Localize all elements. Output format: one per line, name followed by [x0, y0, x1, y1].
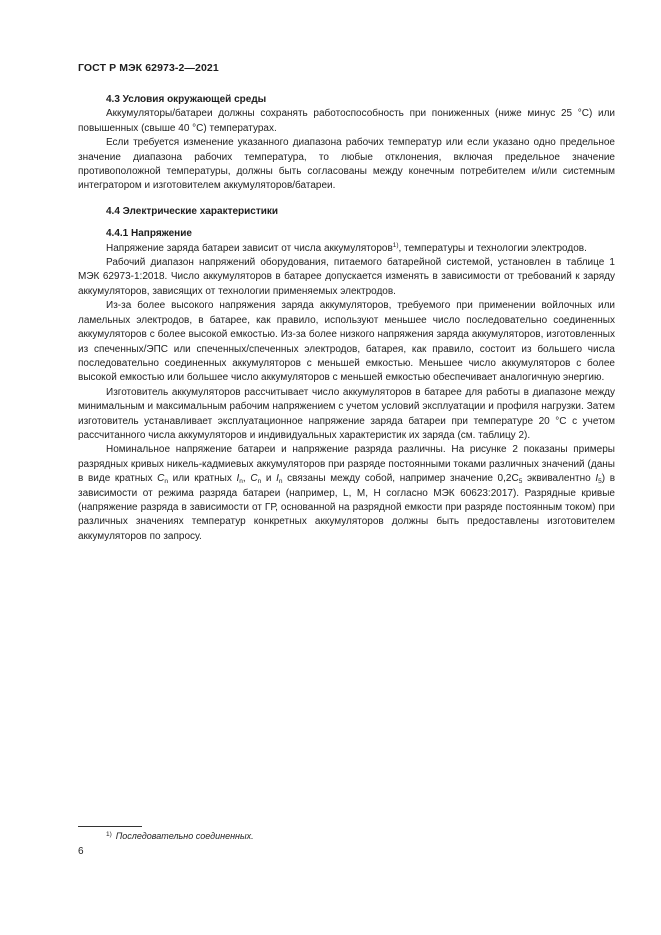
paragraph: Если требуется изменение указанного диапазона рабочих температур или если указано одно предельное значение диапазона рабочих температура, то любые отклонения, включая предельное значение противоположной температуры, должны быть согласованы между конечным потребителем и/или системным интегратором и изготовителем аккумуляторов/батареи. [78, 137, 615, 192]
text-run: или кратных [167, 473, 237, 485]
paragraph: Аккумуляторы/батареи должны сохранять работоспособность при пониженных (ниже минус 25 °C) или повышенных (свыше 40 °C) температурах. [78, 108, 615, 134]
section-heading-4-4: 4.4 Электрические характеристики [106, 205, 279, 217]
footnote-separator [78, 826, 142, 827]
symbol-i: I [236, 473, 240, 485]
footnote [106, 829, 254, 842]
paragraph [78, 443, 615, 544]
section-heading-4-4-1: 4.4.1 Напряжение [106, 228, 192, 240]
subscript: n [257, 478, 262, 486]
paragraph: Из-за более высокого напряжения заряда аккумуляторов, требуемого при применении войлочных или ламельных электродов, в батарее, как правило, используют меньшее число последовательно соединенных аккумуляторов с более высокой емкостью. Из-за более низкого напряжения заряда аккумуляторов, изготовленных из спеченных/ЭПС или спеченных/спеченных электродов, батарея, как правило, состоит из большего числа последовательно соединенных аккумуляторов с меньшей емкостью. Меньшее число аккумуляторов с более высокой емкостью или большее число аккумуляторов с меньшей емкостью обеспечивает аналогичную энергию. [78, 300, 615, 384]
text-run: Напряжение заряда батареи зависит от числа аккумуляторов [106, 242, 393, 254]
paragraph [78, 242, 615, 256]
symbol-c: C [250, 473, 258, 485]
text-run: эквивалентно [522, 473, 596, 485]
footnote-ref: 1) [392, 241, 399, 249]
subscript: n [278, 478, 283, 486]
subscript: 5 [518, 478, 523, 486]
main-content [78, 93, 615, 544]
text-run: связаны между собой, например значение 0,2C [282, 473, 519, 485]
text-run: , температуры и технологии электродов. [398, 242, 587, 254]
page-number: 6 [78, 846, 84, 857]
text-run: , [242, 473, 251, 485]
subscript: 5 [598, 478, 602, 486]
symbol-i: I [595, 473, 599, 485]
paragraph: Рабочий диапазон напряжений оборудования, питаемого батарейной системой, установлен в таблице 1 МЭК 62973-1:2018. Число аккумуляторов в батарее допускается изменять в зависимости от требований к заряду аккумуляторов, зависящих от технологии применяемых электродов. [78, 257, 615, 297]
section-heading-4-3: 4.3 Условия окружающей среды [106, 94, 267, 105]
symbol-c: C [157, 473, 165, 485]
subscript: n [164, 478, 168, 486]
text-run: ) в зависимости от режима разряда батареи (например, L, M, H согласно МЭК 60623:2017). Разрядные кривые (напряжение разряда в зависимости от ГР, основанной на разрядной емкости при разряде постоянным током) при различных значениях температур конкретных аккумуляторов должны быть предоставлены изготовителем аккумуляторов по запросу. [78, 473, 616, 542]
footnote-text: Последовательно соединенных. [115, 831, 254, 841]
subscript: n [239, 478, 243, 486]
footnote-number: 1) [106, 831, 112, 838]
paragraph: Изготовитель аккумуляторов рассчитывает число аккумуляторов в батарее для работы в диапазоне между минимальным и максимальным рабочим напряжением с учетом условий эксплуатации и профиля нагрузки. Затем изготовитель устанавливает эксплуатационное напряжение заряда батареи при температуре 20 °C с учетом рассчитанного числа аккумуляторов и индивидуальных характеристик их заряда (см. таблицу 2). [78, 386, 615, 441]
symbol-i: I [276, 473, 279, 485]
text-run: Номинальное напряжение батареи и напряжение разряда различны. На рисунке 2 показаны примеры разрядных кривых никель-кадмиевых аккумуляторов при разряде постоянными токами различных значений (даны в виде кратных [78, 444, 615, 485]
running-header: ГОСТ Р МЭК 62973-2—2021 [78, 62, 219, 74]
text-run: и [261, 473, 277, 485]
